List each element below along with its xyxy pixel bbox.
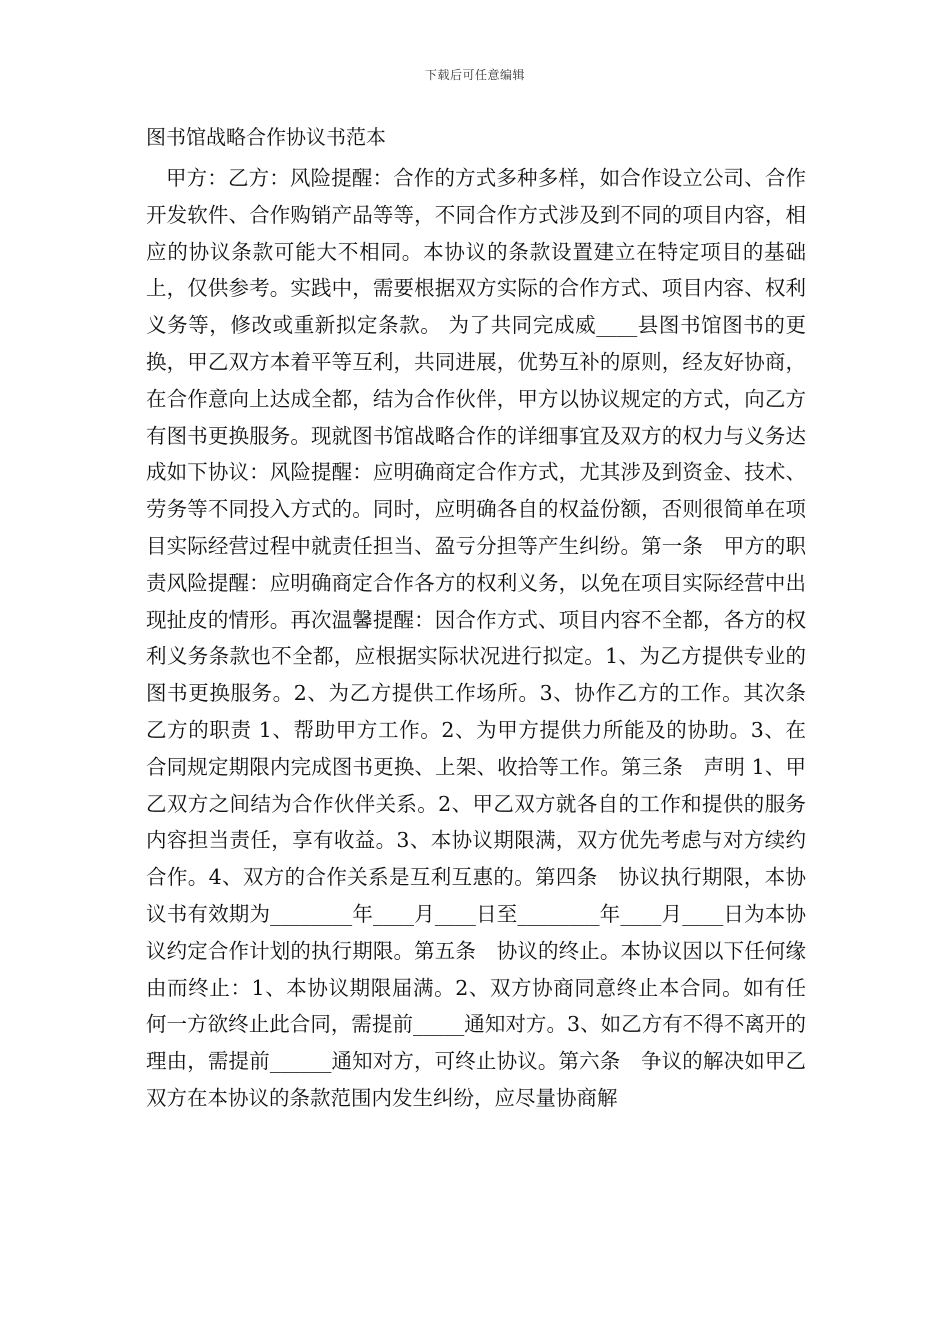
document-title: 图书馆战略合作协议书范本	[146, 125, 386, 149]
header-note: 下载后可任意编辑	[424, 68, 525, 82]
document-body: 甲方：乙方：风险提醒：合作的方式多种多样，如合作设立公司、合作开发软件、合作购销产品等等，不同合作方式涉及到不同的项目内容，相应的协议条款可能大不相同。本协议的条款设置建立在特定项目的基础上，仅供参考。实践中，需要根据双方实际的合作方式、项目内容、权利义务等，修改或重新拟定条款。 为了共同完成威____县图书馆图书的更换，甲乙双方本着平等互利，共同进展，优势互补的原则，经友好协商，在合作意向上达成全都，结为合作伙伴，甲方以协议规定的方式，向乙方有图书更换服务。现就图书馆战略合作的详细事宜及双方的权力与义务达成如下协议：风险提醒：应明确商定合作方式，尤其涉及到资金、技术、劳务等不同投入方式的。同时，应明确各自的权益份额，否则很简单在项目实际经营过程中就责任担当、盈亏分担等产生纠纷。第一条 甲方的职责风险提醒：应明确商定合作各方的权利义务，以免在项目实际经营中出现扯皮的情形。再次温馨提醒：因合作方式、项目内容不全都，各方的权利义务条款也不全都，应根据实际状况进行拟定。1、为乙方提供专业的图书更换服务。2、为乙方提供工作场所。3、协作乙方的工作。其次条 乙方的职责 1、帮助甲方工作。2、为甲方提供力所能及的协助。3、在合同规定期限内完成图书更换、上架、收拾等工作。第三条 声明 1、甲乙双方之间结为合作伙伴关系。2、甲乙双方就各自的工作和提供的服务内容担当责任，享有收益。3、本协议期限满，双方优先考虑与对方续约合作。4、双方的合作关系是互利互惠的。第四条 协议执行期限，本协议书有效期为________年____月____日至________年____月____日为本协议约定合作计划的执行期限。第五条 协议的终止。本协议因以下任何缘由而终止：1、本协议期限届满。2、双方协商同意终止本合同。如有任何一方欲终止此合同，需提前_____通知对方。3、如乙方有不得不离开的理由，需提前______通知对方，可终止协议。第六条 争议的解决如甲乙双方在本协议的条款范围内发生纠纷，应尽量协商解	[146, 166, 827, 1110]
